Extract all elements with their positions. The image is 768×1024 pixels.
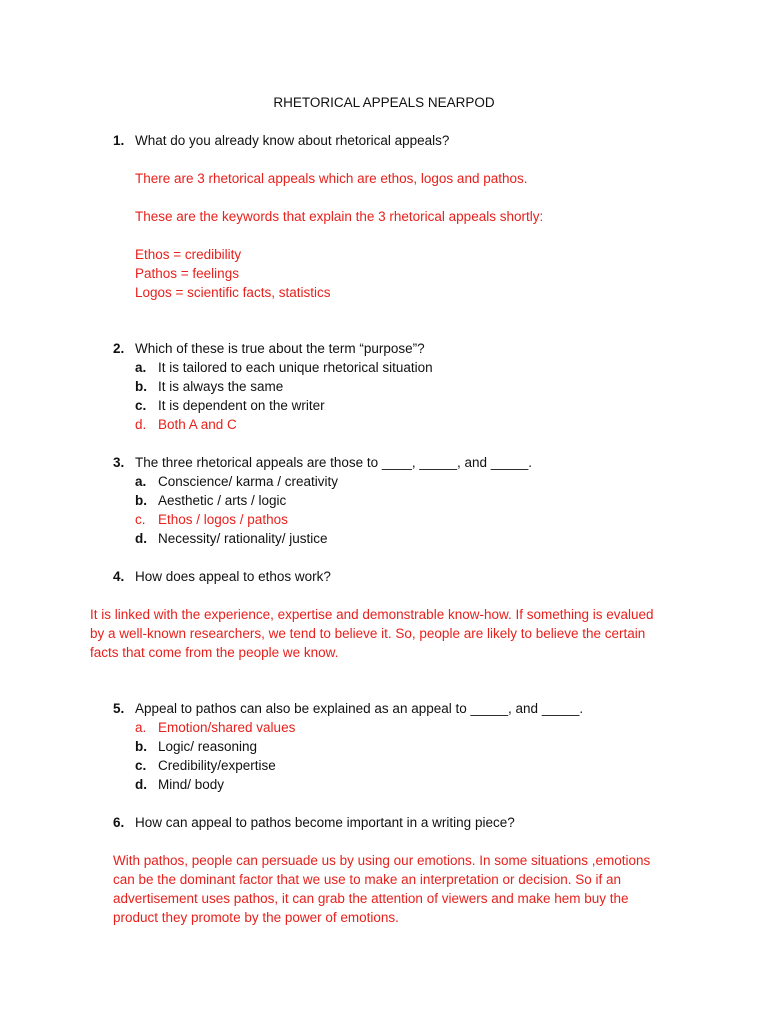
option-text: Conscience/ karma / creativity [158,474,339,489]
question-1-text: What do you already know about rhetorical appeals? [135,133,450,148]
question-2-number: 2. [113,341,125,356]
question-6-answer-line: can be the dominant factor that we use to make an interpretation or decision. So if an [113,872,622,887]
keyword-logos: Logos = scientific facts, statistics [135,285,331,300]
option-letter: b. [135,739,147,754]
option-text-correct: Ethos / logos / pathos [158,512,288,527]
question-1-answer-line-1: There are 3 rhetorical appeals which are ethos, logos and pathos. [135,171,528,186]
keyword-pathos: Pathos = feelings [135,266,239,281]
option-letter: c. [135,398,147,413]
option-text: It is tailored to each unique rhetorical situation [158,360,433,375]
option-letter: b. [135,379,147,394]
page-title: RHETORICAL APPEALS NEARPOD [273,95,495,110]
question-5-text: Appeal to pathos can also be explained as an appeal to _____, and _____. [135,701,584,716]
question-6-answer-line: advertisement uses pathos, it can grab the attention of viewers and make hem buy the [113,891,629,906]
option-text-correct: Both A and C [158,417,237,432]
question-6-answer-line: With pathos, people can persuade us by using our emotions. In some situations ,emotions [113,853,651,868]
option-letter: d. [135,531,147,546]
question-1-number: 1. [113,133,125,148]
option-letter-correct: c. [135,512,146,527]
question-6-answer-line: product they promote by the power of emotions. [113,910,399,925]
question-4-answer-line: facts that come from the people we know. [90,645,339,660]
option-letter: b. [135,493,147,508]
option-text: Aesthetic / arts / logic [158,493,287,508]
question-3-number: 3. [113,455,125,470]
option-letter-correct: a. [135,720,147,735]
question-1-answer-line-2: These are the keywords that explain the 3 rhetorical appeals shortly: [135,209,544,224]
option-text: It is always the same [158,379,284,394]
option-text: Mind/ body [158,777,225,792]
option-text: Necessity/ rationality/ justice [158,531,328,546]
question-4-number: 4. [113,569,125,584]
option-text: Logic/ reasoning [158,739,258,754]
keyword-ethos: Ethos = credibility [135,247,242,262]
question-4-answer-line: by a well-known researchers, we tend to believe it. So, people are likely to believe the certain [90,626,646,641]
question-3-text: The three rhetorical appeals are those to ____, _____, and _____. [135,455,533,470]
option-letter: a. [135,474,147,489]
option-letter-correct: d. [135,417,147,432]
option-letter: d. [135,777,147,792]
question-4-text: How does appeal to ethos work? [135,569,331,584]
question-6-text: How can appeal to pathos become important in a writing piece? [135,815,515,830]
question-2-text: Which of these is true about the term “purpose”? [135,341,425,356]
question-5-number: 5. [113,701,125,716]
option-text-correct: Emotion/shared values [158,720,296,735]
option-letter: c. [135,758,147,773]
option-letter: a. [135,360,147,375]
option-text: It is dependent on the writer [158,398,325,413]
question-4-answer-line: It is linked with the experience, expertise and demonstrable know-how. If something is evalued [90,607,654,622]
question-6-number: 6. [113,815,125,830]
option-text: Credibility/expertise [158,758,276,773]
